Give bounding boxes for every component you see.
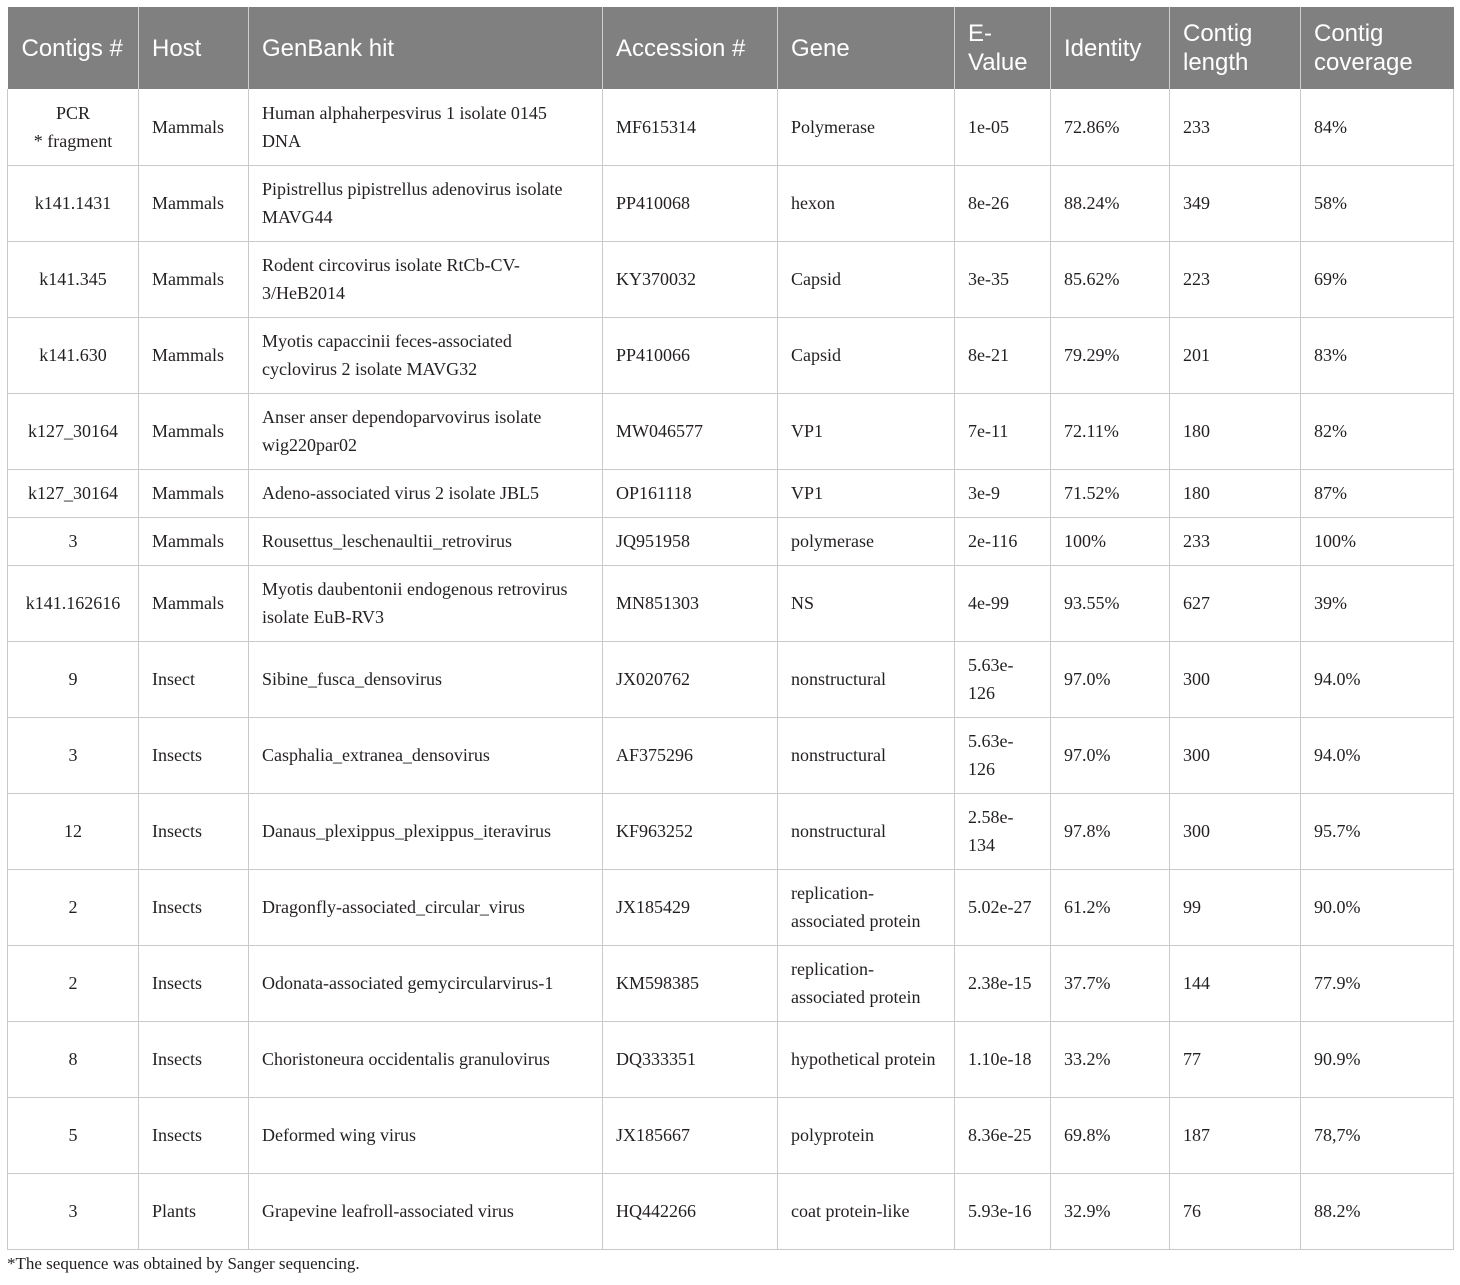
cell-contig-coverage: 95.7% (1301, 793, 1454, 869)
cell-contig: 3 (8, 717, 139, 793)
header-e-value: E-Value (955, 7, 1051, 89)
cell-e-value: 3e-35 (955, 241, 1051, 317)
cell-genbank-hit: Pipistrellus pipistrellus adenovirus isolate MAVG44 (249, 165, 603, 241)
cell-genbank-hit: Human alphaherpesvirus 1 isolate 0145 DNA (249, 89, 603, 165)
cell-accession: MF615314 (603, 89, 778, 165)
cell-contig-length: 233 (1170, 517, 1301, 565)
cell-genbank-hit: Rousettus_leschenaultii_retrovirus (249, 517, 603, 565)
cell-accession: PP410066 (603, 317, 778, 393)
cell-host: Mammals (139, 89, 249, 165)
cell-contig: k127_30164 (8, 393, 139, 469)
cell-accession: OP161118 (603, 469, 778, 517)
cell-accession: PP410068 (603, 165, 778, 241)
cell-host: Mammals (139, 565, 249, 641)
cell-identity: 69.8% (1051, 1097, 1170, 1173)
cell-accession: JX020762 (603, 641, 778, 717)
cell-contig-coverage: 82% (1301, 393, 1454, 469)
header-gene: Gene (778, 7, 955, 89)
table-row (8, 517, 1454, 565)
cell-contig-coverage: 90.9% (1301, 1021, 1454, 1097)
cell-host: Mammals (139, 317, 249, 393)
cell-contig-coverage: 88.2% (1301, 1173, 1454, 1249)
cell-identity: 72.86% (1051, 89, 1170, 165)
cell-e-value: 5.63e-126 (955, 641, 1051, 717)
cell-gene: hypothetical protein (778, 1021, 955, 1097)
table-row (8, 641, 1454, 717)
cell-contig-coverage: 94.0% (1301, 641, 1454, 717)
header-contigs: Contigs # (8, 7, 139, 89)
cell-contig-coverage: 39% (1301, 565, 1454, 641)
cell-e-value: 7e-11 (955, 393, 1051, 469)
cell-e-value: 3e-9 (955, 469, 1051, 517)
cell-host: Mammals (139, 165, 249, 241)
cell-host: Insect (139, 641, 249, 717)
table-row (8, 165, 1454, 241)
cell-gene: NS (778, 565, 955, 641)
cell-contig-length: 300 (1170, 793, 1301, 869)
cell-e-value: 8.36e-25 (955, 1097, 1051, 1173)
cell-genbank-hit: Danaus_plexippus_plexippus_iteravirus (249, 793, 603, 869)
virus-hits-table (7, 7, 1454, 1250)
cell-contig-coverage: 69% (1301, 241, 1454, 317)
table-row (8, 565, 1454, 641)
cell-identity: 97.8% (1051, 793, 1170, 869)
cell-accession: JQ951958 (603, 517, 778, 565)
cell-contig-length: 233 (1170, 89, 1301, 165)
cell-genbank-hit: Anser anser dependoparvovirus isolate wig220par02 (249, 393, 603, 469)
table-row (8, 317, 1454, 393)
cell-contig: 2 (8, 869, 139, 945)
cell-host: Insects (139, 717, 249, 793)
cell-genbank-hit: Sibine_fusca_densovirus (249, 641, 603, 717)
cell-contig-length: 187 (1170, 1097, 1301, 1173)
cell-contig-length: 180 (1170, 469, 1301, 517)
cell-contig-coverage: 77.9% (1301, 945, 1454, 1021)
table-row (8, 89, 1454, 165)
cell-contig-coverage: 83% (1301, 317, 1454, 393)
cell-identity: 33.2% (1051, 1021, 1170, 1097)
cell-contig-length: 180 (1170, 393, 1301, 469)
cell-e-value: 5.63e-126 (955, 717, 1051, 793)
cell-e-value: 4e-99 (955, 565, 1051, 641)
cell-gene: coat protein-like (778, 1173, 955, 1249)
cell-contig-length: 223 (1170, 241, 1301, 317)
cell-accession: KM598385 (603, 945, 778, 1021)
cell-contig-length: 144 (1170, 945, 1301, 1021)
table-row (8, 1021, 1454, 1097)
cell-genbank-hit: Myotis capaccinii feces-associated cyclovirus 2 isolate MAVG32 (249, 317, 603, 393)
cell-contig-coverage: 78,7% (1301, 1097, 1454, 1173)
table-row (8, 469, 1454, 517)
table-row (8, 945, 1454, 1021)
cell-identity: 79.29% (1051, 317, 1170, 393)
header-contig-coverage: Contig coverage (1301, 7, 1454, 89)
cell-host: Mammals (139, 517, 249, 565)
table-row (8, 793, 1454, 869)
header-contig-length: Contig length (1170, 7, 1301, 89)
cell-contig: k127_30164 (8, 469, 139, 517)
cell-gene: replication-associated protein (778, 869, 955, 945)
table-header-row (8, 7, 1454, 89)
cell-contig: 12 (8, 793, 139, 869)
cell-contig: 3 (8, 1173, 139, 1249)
cell-gene: VP1 (778, 469, 955, 517)
cell-contig-length: 627 (1170, 565, 1301, 641)
cell-host: Insects (139, 1097, 249, 1173)
cell-gene: Capsid (778, 317, 955, 393)
cell-host: Insects (139, 793, 249, 869)
cell-genbank-hit: Casphalia_extranea_densovirus (249, 717, 603, 793)
table-row (8, 1097, 1454, 1173)
cell-gene: polyprotein (778, 1097, 955, 1173)
cell-contig: 8 (8, 1021, 139, 1097)
table-body (8, 89, 1454, 1249)
cell-gene: nonstructural (778, 717, 955, 793)
cell-contig-coverage: 58% (1301, 165, 1454, 241)
cell-e-value: 2.38e-15 (955, 945, 1051, 1021)
cell-gene: Polymerase (778, 89, 955, 165)
cell-contig: 2 (8, 945, 139, 1021)
cell-accession: JX185429 (603, 869, 778, 945)
cell-genbank-hit: Rodent circovirus isolate RtCb-CV-3/HeB2014 (249, 241, 603, 317)
cell-host: Mammals (139, 393, 249, 469)
table-row (8, 869, 1454, 945)
cell-gene: hexon (778, 165, 955, 241)
cell-e-value: 5.02e-27 (955, 869, 1051, 945)
results-table-container (7, 7, 1453, 1250)
table-footnote: *The sequence was obtained by Sanger sequencing. (7, 1254, 360, 1273)
cell-accession: AF375296 (603, 717, 778, 793)
cell-genbank-hit: Odonata-associated gemycircularvirus-1 (249, 945, 603, 1021)
cell-contig: 5 (8, 1097, 139, 1173)
cell-contig-coverage: 100% (1301, 517, 1454, 565)
cell-gene: replication-associated protein (778, 945, 955, 1021)
cell-contig-coverage: 84% (1301, 89, 1454, 165)
cell-e-value: 5.93e-16 (955, 1173, 1051, 1249)
header-genbank-hit: GenBank hit (249, 7, 603, 89)
cell-genbank-hit: Deformed wing virus (249, 1097, 603, 1173)
cell-accession: MN851303 (603, 565, 778, 641)
cell-identity: 97.0% (1051, 641, 1170, 717)
cell-accession: KY370032 (603, 241, 778, 317)
cell-contig-coverage: 94.0% (1301, 717, 1454, 793)
cell-genbank-hit: Myotis daubentonii endogenous retrovirus isolate EuB-RV3 (249, 565, 603, 641)
cell-contig: 3 (8, 517, 139, 565)
cell-genbank-hit: Grapevine leafroll-associated virus (249, 1173, 603, 1249)
cell-accession: DQ333351 (603, 1021, 778, 1097)
cell-gene: VP1 (778, 393, 955, 469)
cell-host: Mammals (139, 241, 249, 317)
cell-identity: 32.9% (1051, 1173, 1170, 1249)
cell-gene: nonstructural (778, 793, 955, 869)
cell-contig: PCR * fragment (8, 89, 139, 165)
cell-contig: k141.630 (8, 317, 139, 393)
header-accession: Accession # (603, 7, 778, 89)
cell-contig: k141.162616 (8, 565, 139, 641)
cell-accession: MW046577 (603, 393, 778, 469)
cell-contig-length: 201 (1170, 317, 1301, 393)
table-row (8, 393, 1454, 469)
cell-contig-length: 349 (1170, 165, 1301, 241)
cell-contig-length: 300 (1170, 717, 1301, 793)
cell-contig: k141.345 (8, 241, 139, 317)
cell-host: Plants (139, 1173, 249, 1249)
cell-contig: 9 (8, 641, 139, 717)
cell-identity: 93.55% (1051, 565, 1170, 641)
cell-e-value: 2.58e-134 (955, 793, 1051, 869)
cell-identity: 85.62% (1051, 241, 1170, 317)
cell-host: Mammals (139, 469, 249, 517)
cell-contig-length: 99 (1170, 869, 1301, 945)
cell-e-value: 2e-116 (955, 517, 1051, 565)
cell-accession: KF963252 (603, 793, 778, 869)
cell-e-value: 8e-26 (955, 165, 1051, 241)
cell-identity: 97.0% (1051, 717, 1170, 793)
cell-contig-coverage: 87% (1301, 469, 1454, 517)
cell-identity: 37.7% (1051, 945, 1170, 1021)
cell-e-value: 1e-05 (955, 89, 1051, 165)
cell-genbank-hit: Choristoneura occidentalis granulovirus (249, 1021, 603, 1097)
cell-genbank-hit: Dragonfly-associated_circular_virus (249, 869, 603, 945)
header-host: Host (139, 7, 249, 89)
table-row (8, 1173, 1454, 1249)
cell-host: Insects (139, 945, 249, 1021)
cell-identity: 100% (1051, 517, 1170, 565)
cell-gene: nonstructural (778, 641, 955, 717)
header-identity: Identity (1051, 7, 1170, 89)
cell-identity: 61.2% (1051, 869, 1170, 945)
cell-contig-length: 77 (1170, 1021, 1301, 1097)
cell-gene: Capsid (778, 241, 955, 317)
cell-accession: HQ442266 (603, 1173, 778, 1249)
table-row (8, 717, 1454, 793)
cell-identity: 72.11% (1051, 393, 1170, 469)
cell-identity: 88.24% (1051, 165, 1170, 241)
cell-contig: k141.1431 (8, 165, 139, 241)
cell-contig-length: 300 (1170, 641, 1301, 717)
cell-gene: polymerase (778, 517, 955, 565)
table-row (8, 241, 1454, 317)
cell-e-value: 8e-21 (955, 317, 1051, 393)
cell-identity: 71.52% (1051, 469, 1170, 517)
cell-contig-coverage: 90.0% (1301, 869, 1454, 945)
cell-genbank-hit: Adeno-associated virus 2 isolate JBL5 (249, 469, 603, 517)
cell-contig-length: 76 (1170, 1173, 1301, 1249)
cell-host: Insects (139, 1021, 249, 1097)
cell-e-value: 1.10e-18 (955, 1021, 1051, 1097)
cell-host: Insects (139, 869, 249, 945)
cell-accession: JX185667 (603, 1097, 778, 1173)
